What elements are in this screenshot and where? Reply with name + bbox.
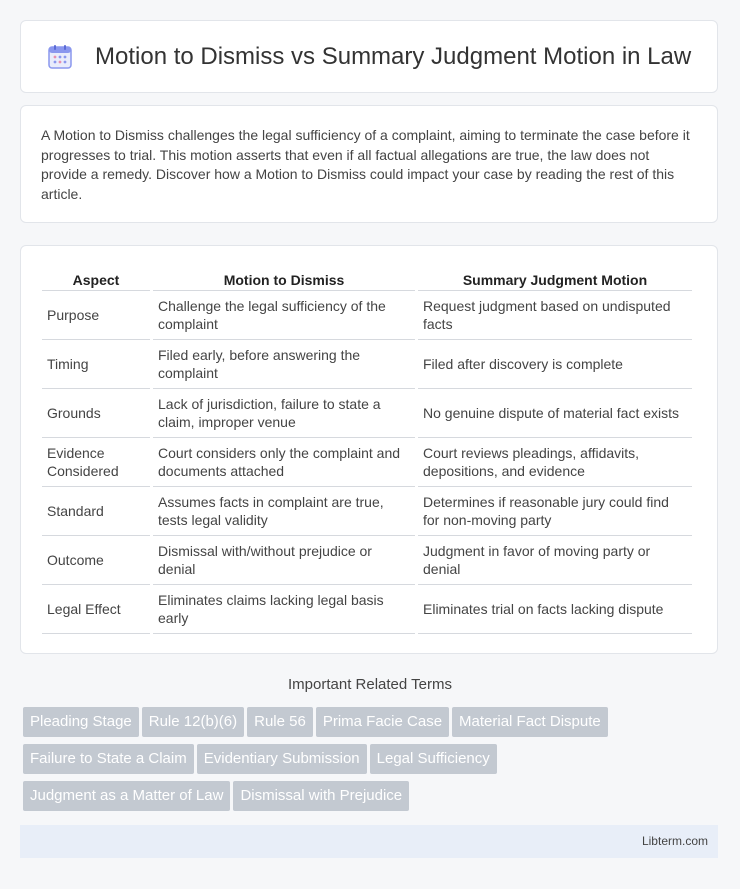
cell-aspect: Outcome: [42, 536, 150, 585]
table-row: [42, 389, 692, 438]
header-motion-to-dismiss: Motion to Dismiss: [153, 264, 415, 291]
calendar-icon: [47, 44, 73, 70]
cell-aspect: Evidence Considered: [42, 438, 150, 487]
related-terms-heading: Important Related Terms: [288, 676, 452, 693]
table-row: [42, 291, 692, 340]
cell-summary-judgment: Request judgment based on undisputed facts: [418, 291, 692, 340]
table-row: [42, 438, 692, 487]
tag-pleading-stage[interactable]: Pleading Stage: [23, 707, 139, 737]
comparison-table-card: [20, 245, 718, 654]
footer-brand[interactable]: Libterm.com: [641, 834, 708, 848]
table-row: [42, 340, 692, 389]
cell-summary-judgment: No genuine dispute of material fact exists: [418, 389, 692, 438]
cell-aspect: Legal Effect: [42, 585, 150, 634]
cell-summary-judgment: Court reviews pleadings, affidavits, depositions, and evidence: [418, 438, 692, 487]
tag-dismissal-with-prejudice[interactable]: Dismissal with Prejudice: [233, 781, 409, 811]
cell-summary-judgment: Judgment in favor of moving party or denial: [418, 536, 692, 585]
tag-failure-to-state-a-claim[interactable]: Failure to State a Claim: [23, 744, 194, 774]
header-aspect: Aspect: [42, 264, 150, 291]
cell-motion-to-dismiss: Challenge the legal sufficiency of the complaint: [153, 291, 415, 340]
cell-summary-judgment: Eliminates trial on facts lacking dispute: [418, 585, 692, 634]
table-row: [42, 487, 692, 536]
cell-aspect: Standard: [42, 487, 150, 536]
cell-aspect: Grounds: [42, 389, 150, 438]
cell-motion-to-dismiss: Lack of jurisdiction, failure to state a claim, improper venue: [153, 389, 415, 438]
tag-legal-sufficiency[interactable]: Legal Sufficiency: [370, 744, 497, 774]
intro-card: [20, 105, 718, 223]
tag-prima-facie-case[interactable]: Prima Facie Case: [316, 707, 449, 737]
tag-rule-56[interactable]: Rule 56: [247, 707, 313, 737]
table-row: [42, 536, 692, 585]
related-terms-tags: [23, 707, 703, 818]
tag-material-fact-dispute[interactable]: Material Fact Dispute: [452, 707, 608, 737]
comparison-table: [39, 264, 695, 634]
table-header-row: [42, 264, 692, 291]
tag-evidentiary-submission[interactable]: Evidentiary Submission: [197, 744, 367, 774]
cell-motion-to-dismiss: Assumes facts in complaint are true, tests legal validity: [153, 487, 415, 536]
cell-motion-to-dismiss: Eliminates claims lacking legal basis early: [153, 585, 415, 634]
page-title: Motion to Dismiss vs Summary Judgment Motion in Law: [95, 42, 692, 70]
footer: [20, 825, 718, 858]
cell-motion-to-dismiss: Court considers only the complaint and documents attached: [153, 438, 415, 487]
cell-summary-judgment: Determines if reasonable jury could find for non-moving party: [418, 487, 692, 536]
cell-aspect: Purpose: [42, 291, 150, 340]
title-card: [20, 20, 718, 93]
cell-motion-to-dismiss: Dismissal with/without prejudice or denial: [153, 536, 415, 585]
header-summary-judgment: Summary Judgment Motion: [418, 264, 692, 291]
cell-summary-judgment: Filed after discovery is complete: [418, 340, 692, 389]
tag-rule-12b6[interactable]: Rule 12(b)(6): [142, 707, 244, 737]
table-row: [42, 585, 692, 634]
cell-aspect: Timing: [42, 340, 150, 389]
intro-text: A Motion to Dismiss challenges the legal sufficiency of a complaint, aiming to terminate the case before it progresses to trial. This motion asserts that even if all factual allegations are true, the law does not provide a remedy. Discover how a Motion to Dismiss could impact your case by reading the rest of this article.: [41, 127, 690, 202]
cell-motion-to-dismiss: Filed early, before answering the complaint: [153, 340, 415, 389]
tag-judgment-as-a-matter-of-law[interactable]: Judgment as a Matter of Law: [23, 781, 230, 811]
